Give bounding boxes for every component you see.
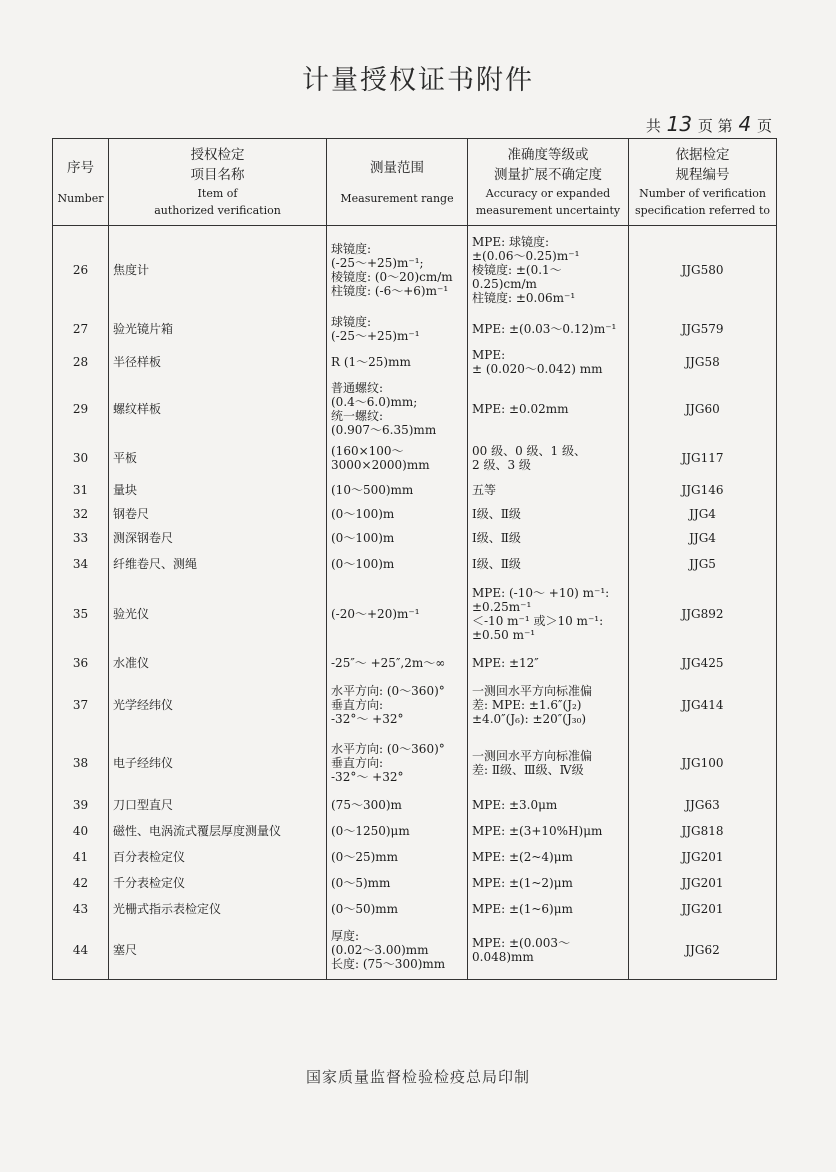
table-row xyxy=(53,344,777,380)
row-item-name: 塞尺 xyxy=(109,922,327,980)
row-number: 41 xyxy=(53,844,109,870)
range-line: -25″～ +25″,2m～∞ xyxy=(331,655,446,670)
row-accuracy xyxy=(468,922,629,980)
row-accuracy xyxy=(468,896,629,922)
row-range xyxy=(327,650,468,676)
range-line: 统一螺纹: xyxy=(331,408,384,423)
row-spec: JJG62 xyxy=(629,922,777,980)
table-row xyxy=(53,870,777,896)
footer-issuer: 国家质量监督检验检疫总局印制 xyxy=(305,1068,530,1086)
row-number: 37 xyxy=(53,676,109,734)
table-row xyxy=(53,676,777,734)
row-number: 32 xyxy=(53,502,109,526)
accuracy-line: MPE: ±12″ xyxy=(472,655,539,670)
page-indicator xyxy=(646,112,772,136)
table-row xyxy=(53,502,777,526)
table-row xyxy=(53,526,777,550)
header-accuracy: 准确度等级或 测量扩展不确定度 Accuracy or expanded measurement uncertainty xyxy=(468,139,629,226)
row-number: 42 xyxy=(53,870,109,896)
range-line: 厚度: xyxy=(331,929,360,944)
row-item-name: 磁性、电涡流式覆层厚度测量仪 xyxy=(109,818,327,844)
row-item-name: 光学经纬仪 xyxy=(109,676,327,734)
row-item-name: 水准仪 xyxy=(109,650,327,676)
row-item-name: 螺纹样板 xyxy=(109,380,327,438)
row-number: 28 xyxy=(53,344,109,380)
row-range xyxy=(327,578,468,650)
row-accuracy xyxy=(468,818,629,844)
range-line: (0～5)mm xyxy=(331,875,391,890)
row-number: 33 xyxy=(53,526,109,550)
accuracy-line: MPE: ±(3+10%H)μm xyxy=(472,823,603,838)
row-accuracy xyxy=(468,380,629,438)
page-current: 4 xyxy=(738,112,752,136)
range-line: (0.4～6.0)mm; xyxy=(331,394,418,409)
row-spec: JJG4 xyxy=(629,526,777,550)
row-range xyxy=(327,870,468,896)
header-spec: 依据检定 规程编号 Number of verification specification referred to xyxy=(629,139,777,226)
row-accuracy xyxy=(468,314,629,344)
range-line: 垂直方向: xyxy=(331,755,384,770)
accuracy-line: Ⅰ级、Ⅱ级 xyxy=(472,506,521,521)
row-item-name: 刀口型直尺 xyxy=(109,792,327,818)
row-number: 26 xyxy=(53,226,109,314)
accuracy-line: MPE: ±(0.003～0.048)mm xyxy=(472,936,571,965)
row-spec: JJG58 xyxy=(629,344,777,380)
table-row xyxy=(53,478,777,502)
range-line: 水平方向: (0～360)° xyxy=(331,683,445,698)
accuracy-line: MPE: ±0.02mm xyxy=(472,401,569,416)
range-line: 普通螺纹: xyxy=(331,380,384,395)
row-number: 29 xyxy=(53,380,109,438)
accuracy-line: MPE: 球镜度: xyxy=(472,234,550,249)
range-line: 球镜度: xyxy=(331,241,372,256)
row-item-name: 量块 xyxy=(109,478,327,502)
page-prefix: 共 xyxy=(645,117,661,135)
row-item-name: 光栅式指示表检定仪 xyxy=(109,896,327,922)
row-item-name: 百分表检定仪 xyxy=(109,844,327,870)
range-line: (0～50)mm xyxy=(331,901,399,916)
row-number: 44 xyxy=(53,922,109,980)
table-row xyxy=(53,550,777,578)
row-number: 43 xyxy=(53,896,109,922)
accuracy-line: ±0.50 m⁻¹ xyxy=(472,627,536,642)
accuracy-line: ± (0.020～0.042) mm xyxy=(472,361,603,376)
accuracy-line: MPE: (-10～ +10) m⁻¹: xyxy=(472,585,610,600)
accuracy-line: 柱镜度: ±0.06m⁻¹ xyxy=(472,290,576,305)
range-line: (0～100)m xyxy=(331,556,395,571)
row-spec: JJG892 xyxy=(629,578,777,650)
range-line: 棱镜度: (0～20)cm/m xyxy=(331,269,453,284)
page-middle: 页 第 xyxy=(697,117,733,135)
row-range xyxy=(327,380,468,438)
document-title: 计量授权证书附件 xyxy=(302,65,534,96)
accuracy-line: Ⅰ级、Ⅱ级 xyxy=(472,556,521,571)
range-line: -32°～ +32° xyxy=(331,769,404,784)
accuracy-line: MPE: ±(0.03～0.12)m⁻¹ xyxy=(472,321,617,336)
range-line: 垂直方向: xyxy=(331,697,384,712)
accuracy-line: ±(0.06～0.25)m⁻¹ xyxy=(472,248,580,263)
row-range xyxy=(327,792,468,818)
row-spec: JJG100 xyxy=(629,734,777,792)
row-item-name: 测深钢卷尺 xyxy=(109,526,327,550)
row-spec: JJG201 xyxy=(629,896,777,922)
row-range xyxy=(327,314,468,344)
table-row xyxy=(53,578,777,650)
row-accuracy xyxy=(468,870,629,896)
row-accuracy xyxy=(468,676,629,734)
row-item-name: 验光镜片箱 xyxy=(109,314,327,344)
row-accuracy xyxy=(468,438,629,478)
row-item-name: 纤维卷尺、测绳 xyxy=(109,550,327,578)
row-number: 34 xyxy=(53,550,109,578)
row-number: 38 xyxy=(53,734,109,792)
range-line: (0.907～6.35)mm xyxy=(331,422,437,437)
row-accuracy xyxy=(468,344,629,380)
row-accuracy xyxy=(468,478,629,502)
accuracy-line: 一测回水平方向标准偏 xyxy=(472,683,593,698)
row-accuracy xyxy=(468,650,629,676)
row-range xyxy=(327,502,468,526)
range-line: (10～500)mm xyxy=(331,482,414,497)
range-line: (-25～+25)m⁻¹ xyxy=(331,328,420,343)
row-number: 40 xyxy=(53,818,109,844)
table-row xyxy=(53,734,777,792)
row-item-name: 半径样板 xyxy=(109,344,327,380)
row-item-name: 焦度计 xyxy=(109,226,327,314)
row-range xyxy=(327,438,468,478)
row-accuracy xyxy=(468,226,629,314)
table-row xyxy=(53,844,777,870)
accuracy-line: 00 级、0 级、1 级、 xyxy=(472,443,586,458)
row-spec: JJG201 xyxy=(629,844,777,870)
row-accuracy xyxy=(468,502,629,526)
row-item-name: 平板 xyxy=(109,438,327,478)
row-range xyxy=(327,922,468,980)
row-accuracy xyxy=(468,526,629,550)
row-number: 27 xyxy=(53,314,109,344)
page-total: 13 xyxy=(666,112,693,136)
row-number: 39 xyxy=(53,792,109,818)
range-line: (0～25)mm xyxy=(331,849,399,864)
accuracy-line: 差: Ⅱ级、Ⅲ级、Ⅳ级 xyxy=(472,762,584,777)
row-number: 31 xyxy=(53,478,109,502)
range-line: (-20～+20)m⁻¹ xyxy=(331,606,420,621)
header-item: 授权检定 项目名称 Item of authorized verification xyxy=(109,139,327,226)
table-row xyxy=(53,896,777,922)
row-item-name: 电子经纬仪 xyxy=(109,734,327,792)
range-line: R (1～25)mm xyxy=(331,354,411,369)
row-accuracy xyxy=(468,734,629,792)
row-number: 35 xyxy=(53,578,109,650)
accuracy-line: ＜-10 m⁻¹ 或＞10 m⁻¹: xyxy=(472,613,604,628)
accuracy-line: 2 级、3 级 xyxy=(472,457,531,472)
table-header-row xyxy=(53,139,777,226)
range-line: (0.02～3.00)mm xyxy=(331,943,429,958)
range-line: (160×100～ xyxy=(331,443,404,458)
row-number: 36 xyxy=(53,650,109,676)
range-line: (-25～+25)m⁻¹; xyxy=(331,255,424,270)
row-range xyxy=(327,676,468,734)
table-body xyxy=(53,226,777,980)
row-spec: JJG414 xyxy=(629,676,777,734)
table-row xyxy=(53,792,777,818)
row-item-name: 千分表检定仪 xyxy=(109,870,327,896)
row-range xyxy=(327,226,468,314)
range-line: 球镜度: xyxy=(331,314,372,329)
table-row xyxy=(53,650,777,676)
header-range: 测量范围 Measurement range xyxy=(327,139,468,226)
row-range xyxy=(327,818,468,844)
page-suffix: 页 xyxy=(756,117,772,135)
accuracy-line: ±0.25m⁻¹ xyxy=(472,599,532,614)
accuracy-line: 五等 xyxy=(472,482,497,497)
row-spec: JJG117 xyxy=(629,438,777,478)
accuracy-line: MPE: ±3.0μm xyxy=(472,797,558,812)
row-spec: JJG201 xyxy=(629,870,777,896)
row-item-name: 钢卷尺 xyxy=(109,502,327,526)
accuracy-line: Ⅰ级、Ⅱ级 xyxy=(472,530,521,545)
range-line: (75～300)m xyxy=(331,797,402,812)
range-line: 水平方向: (0～360)° xyxy=(331,741,445,756)
range-line: 长度: (75～300)mm xyxy=(331,957,446,972)
row-range xyxy=(327,526,468,550)
row-range xyxy=(327,478,468,502)
row-spec: JJG579 xyxy=(629,314,777,344)
accuracy-line: 棱镜度: ±(0.1～0.25)cm/m xyxy=(472,262,562,291)
accuracy-line: MPE: ±(1~2)μm xyxy=(472,875,573,890)
row-spec: JJG146 xyxy=(629,478,777,502)
range-line: (0～1250)μm xyxy=(331,823,410,838)
accuracy-line: 差: MPE: ±1.6″(J₂) xyxy=(472,697,582,712)
range-line: 3000×2000)mm xyxy=(331,457,430,472)
row-spec: JJG580 xyxy=(629,226,777,314)
accuracy-line: MPE: ±(1~6)μm xyxy=(472,901,573,916)
row-range xyxy=(327,344,468,380)
row-range xyxy=(327,550,468,578)
table-row xyxy=(53,922,777,980)
accuracy-line: MPE: ±(2~4)μm xyxy=(472,849,573,864)
row-spec: JJG425 xyxy=(629,650,777,676)
row-number: 30 xyxy=(53,438,109,478)
row-range xyxy=(327,844,468,870)
accuracy-line: 一测回水平方向标准偏 xyxy=(472,748,593,763)
row-accuracy xyxy=(468,792,629,818)
range-line: (0～100)m xyxy=(331,530,395,545)
header-number: 序号 Number xyxy=(53,139,109,226)
row-range xyxy=(327,896,468,922)
accuracy-line: MPE: xyxy=(472,347,506,362)
row-spec: JJG4 xyxy=(629,502,777,526)
row-spec: JJG818 xyxy=(629,818,777,844)
table-row xyxy=(53,314,777,344)
table-row xyxy=(53,226,777,314)
range-line: 柱镜度: (-6～+6)m⁻¹ xyxy=(331,283,449,298)
row-item-name: 验光仪 xyxy=(109,578,327,650)
accuracy-line: ±4.0″(J₆): ±20″(J₃₀) xyxy=(472,711,587,726)
row-accuracy xyxy=(468,550,629,578)
row-accuracy xyxy=(468,844,629,870)
table-row xyxy=(53,818,777,844)
row-accuracy xyxy=(468,578,629,650)
row-spec: JJG63 xyxy=(629,792,777,818)
table-row xyxy=(53,438,777,478)
range-line: -32°～ +32° xyxy=(331,711,404,726)
row-range xyxy=(327,734,468,792)
row-spec: JJG5 xyxy=(629,550,777,578)
range-line: (0～100)m xyxy=(331,506,395,521)
authorization-table xyxy=(52,138,777,980)
table-row xyxy=(53,380,777,438)
row-spec: JJG60 xyxy=(629,380,777,438)
